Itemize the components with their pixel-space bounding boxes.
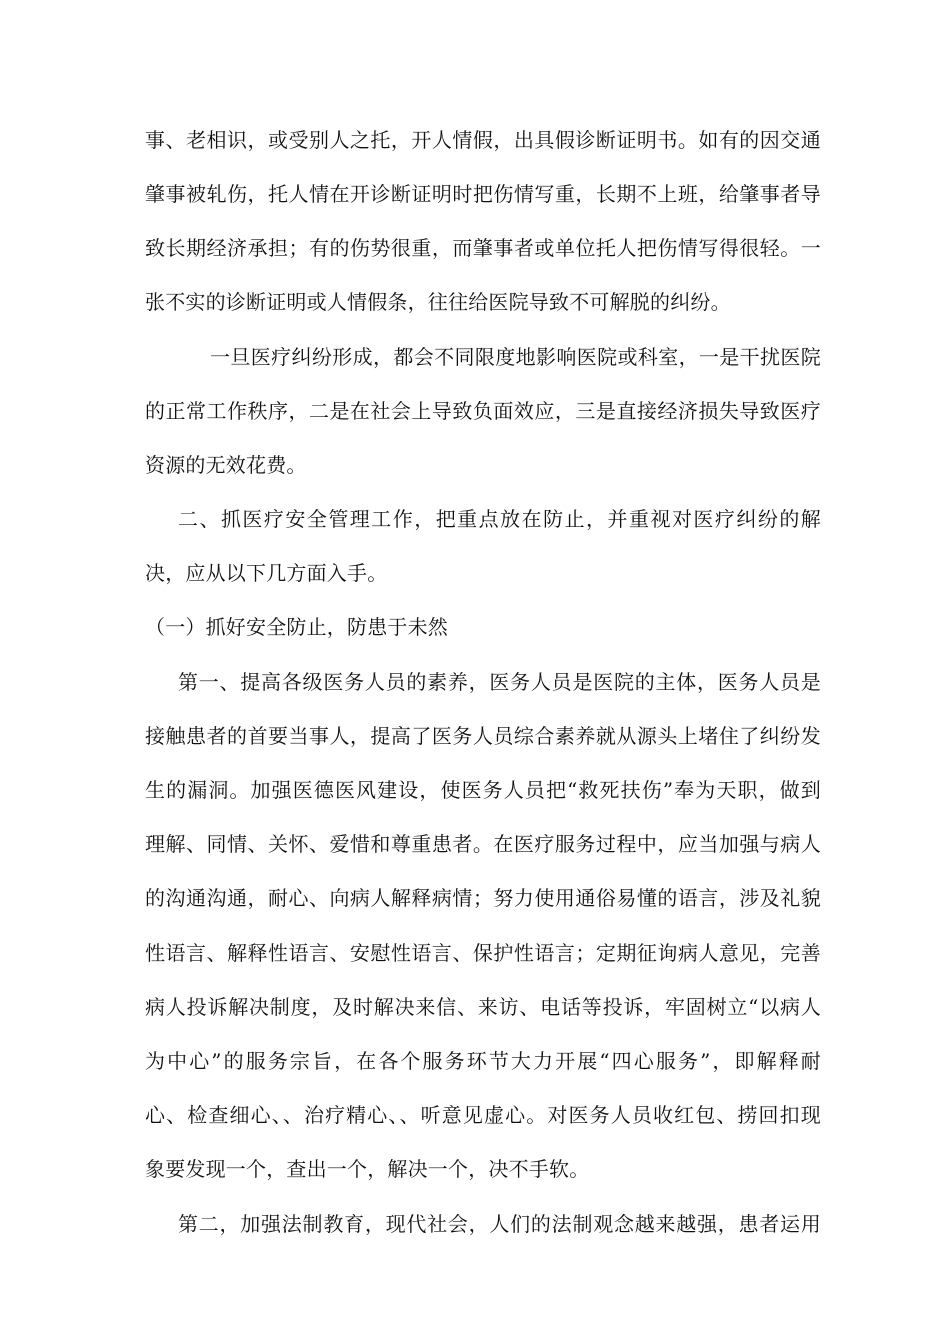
text-line-6: 的正常工作秩序，二是在社会上导致负面效应，三是直接经济损失导致医疗 <box>145 399 821 423</box>
text-line-16: 性语言、解释性语言、安慰性语言、保护性语言；定期征询病人意见，完善 <box>145 941 821 965</box>
text-line-13: 生的漏洞。加强医德医风建设，使医务人员把“救死扶伤”奉为天职，做到 <box>145 778 821 802</box>
text-line-15: 的沟通沟通，耐心、向病人解释病情；努力使用通俗易懂的语言，涉及礼貌 <box>145 886 821 910</box>
text-line-3: 致长期经济承担；有的伤势很重，而肇事者或单位托人把伤情写得很轻。一 <box>145 236 821 260</box>
text-line-1: 事、老相识，或受别人之托，开人情假，出具假诊断证明书。如有的因交通 <box>145 128 821 152</box>
text-line-5: 一旦医疗纠纷形成，都会不同限度地影响医院或科室，一是干扰医院 <box>210 345 821 369</box>
text-line-9: 决，应从以下几方面入手。 <box>145 561 388 585</box>
text-line-2: 肇事被轧伤，托人情在开诊断证明时把伤情写重，长期不上班，给肇事者导 <box>145 182 821 206</box>
text-line-14: 理解、同情、关怀、爱惜和尊重患者。在医疗服务过程中，应当加强与病人 <box>145 832 821 856</box>
text-line-7: 资源的无效花费。 <box>145 453 307 477</box>
text-line-17: 病人投诉解决制度，及时解决来信、来访、电话等投诉，牢固树立“以病人 <box>145 995 821 1019</box>
text-line-19: 心、检查细心、、治疗精心、、听意见虚心。对医务人员收红包、捞回扣现 <box>145 1103 821 1127</box>
text-line-12: 接触患者的首要当事人，提高了医务人员综合素养就从源头上堵住了纠纷发 <box>145 724 821 748</box>
text-line-18: 为中心”的服务宗旨，在各个服务环节大力开展“四心服务”，即解释耐 <box>145 1049 821 1073</box>
text-line-21: 第二，加强法制教育，现代社会，人们的法制观念越来越强，患者运用 <box>178 1212 821 1236</box>
text-line-4: 张不实的诊断证明或人情假条，往往给医院导致不可解脱的纠纷。 <box>145 290 731 314</box>
text-line-8: 二、抓医疗安全管理工作，把重点放在防止，并重视对医疗纠纷的解 <box>178 507 821 531</box>
section-heading: （一）抓好安全防止，防患于未然 <box>145 615 448 639</box>
text-line-11: 第一、提高各级医务人员的素养，医务人员是医院的主体，医务人员是 <box>178 670 821 694</box>
text-line-20: 象要发现一个，查出一个，解决一个，决不手软。 <box>145 1157 590 1181</box>
